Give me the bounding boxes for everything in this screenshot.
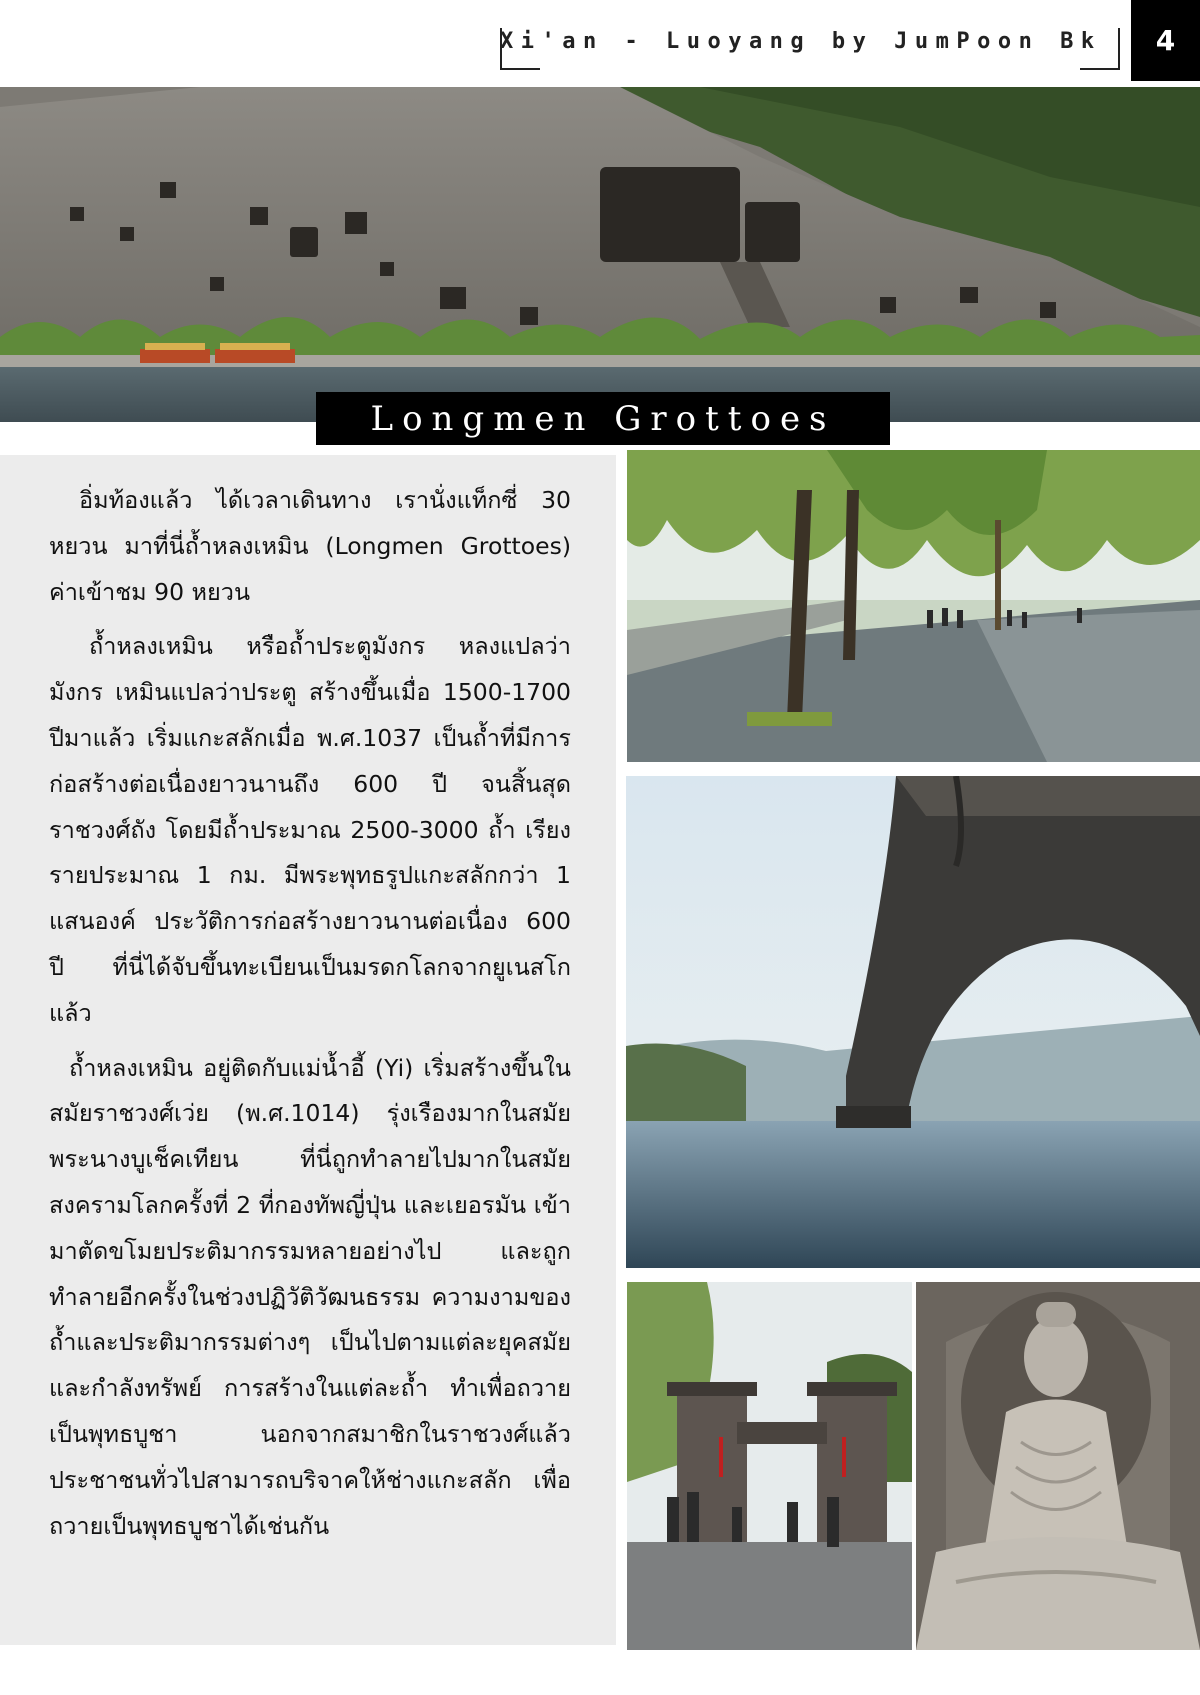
section-title-banner: Longmen Grottoes (316, 392, 890, 445)
page-number: 4 (1131, 0, 1200, 81)
body-text (49, 478, 571, 1558)
paragraph-1: อิ่มท้องแล้ว ได้เวลาเดินทาง เรานั่งแท็กซี่ 30 หยวน มาที่นี่ถ้ำหลงเหมิน (Longmen Grottoes) ค่าเข้าชม 90 หยวน (49, 486, 571, 606)
header-title: Xi'an - Luoyang by JumPoon Bk (500, 29, 1102, 54)
paragraph-3: ถ้ำหลงเหมิน อยู่ติดกับแม่น้ำอี้ (Yi) เริ่มสร้างขึ้นในสมัยราชวงศ์เว่ย (พ.ศ.1014) รุ่งเรืองมากในสมัยพระนางบูเช็คเทียน ที่นี่ถูกทำลายไปมากในสมัยสงครามโลกครั้งที่ 2 ที่กองทัพญี่ปุ่น และเยอรมัน เข้ามาตัดขโมยประติมากรรมหลายอย่างไป และถูกทำลายอีกครั้งในช่วงปฏิวัติวัฒนธรรม ความงามของถ้ำและประติมากรรมต่างๆ เป็นไปตามแต่ละยุคสมัยและกำลังทรัพย์ การสร้างในแต่ละถ้ำ ทำเพื่อถวายเป็นพุทธบูชา นอกจากสมาชิกในราชวงศ์แล้ว ประชาชนทั่วไปสามารถบริจาคให้ช่างแกะสลัก เพื่อถวายเป็นพุทธบูชาได้เช่นกัน (49, 1053, 571, 1540)
hero-photo-longmen-cliff (0, 87, 1200, 422)
photo-stone-arch-bridge (626, 776, 1200, 1268)
photo-riverside-walkway (627, 450, 1200, 762)
paragraph-2: ถ้ำหลงเหมิน หรือถ้ำประตูมังกร หลงแปลว่า มังกร เหมินแปลว่าประตู สร้างขึ้นเมื่อ 1500-1700 ปีมาแล้ว เริ่มแกะสลักเมื่อ พ.ศ.1037 เป็นถ้ำที่มีการก่อสร้างต่อเนื่องยาวนานถึง 600 ปี จนสิ้นสุดราชวงศ์ถัง โดยมีถ้ำประมาณ 2500-3000 ถ้ำ เรียงรายประมาณ 1 กม. มีพระพุทธรูปแกะสลักกว่า 1 แสนองค์ ประวัติการก่อสร้างยาวนานต่อเนื่อง 600 ปี ที่นี่ได้จับขึ้นทะเบียนเป็นมรดกโลกจากยูเนสโกแล้ว (49, 632, 571, 1027)
photo-entrance-gate (627, 1282, 912, 1650)
photo-buddha-statue (916, 1282, 1200, 1650)
